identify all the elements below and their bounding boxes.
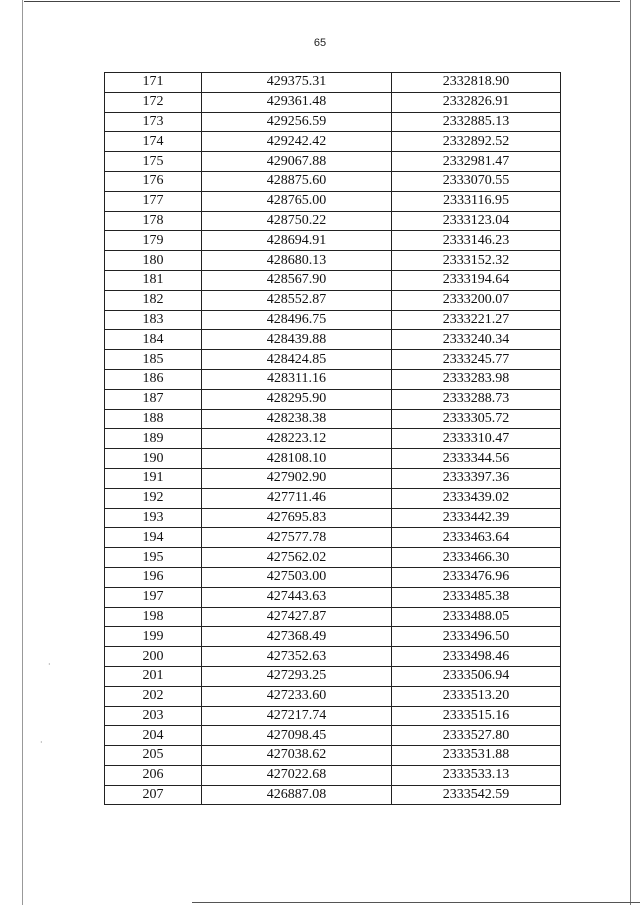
table-row: [105, 73, 561, 93]
table-row: [105, 785, 561, 805]
table-row: [105, 191, 561, 211]
y-coordinate-cell: 2333531.88: [392, 746, 561, 766]
table-row: [105, 350, 561, 370]
table-row: [105, 112, 561, 132]
x-coordinate-cell: 428765.00: [202, 191, 392, 211]
y-coordinate-cell: 2333397.36: [392, 468, 561, 488]
margin-dot: ·: [40, 738, 43, 747]
x-coordinate-cell: 428238.38: [202, 409, 392, 429]
table-row: [105, 251, 561, 271]
point-number-cell: 202: [105, 686, 202, 706]
x-coordinate-cell: 427562.02: [202, 548, 392, 568]
point-number-cell: 207: [105, 785, 202, 805]
y-coordinate-cell: 2333245.77: [392, 350, 561, 370]
table-row: [105, 607, 561, 627]
x-coordinate-cell: 428680.13: [202, 251, 392, 271]
y-coordinate-cell: 2333527.80: [392, 726, 561, 746]
table-row: [105, 528, 561, 548]
x-coordinate-cell: 427352.63: [202, 647, 392, 667]
point-number-cell: 179: [105, 231, 202, 251]
x-coordinate-cell: 428295.90: [202, 389, 392, 409]
y-coordinate-cell: 2333498.46: [392, 647, 561, 667]
margin-dot: ·: [48, 660, 51, 669]
point-number-cell: 183: [105, 310, 202, 330]
table-row: [105, 369, 561, 389]
y-coordinate-cell: 2333070.55: [392, 171, 561, 191]
x-coordinate-cell: 427022.68: [202, 765, 392, 785]
point-number-cell: 204: [105, 726, 202, 746]
point-number-cell: 191: [105, 468, 202, 488]
y-coordinate-cell: 2333200.07: [392, 290, 561, 310]
point-number-cell: 189: [105, 429, 202, 449]
table-row: [105, 706, 561, 726]
y-coordinate-cell: 2332981.47: [392, 152, 561, 172]
x-coordinate-cell: 428750.22: [202, 211, 392, 231]
x-coordinate-cell: 428552.87: [202, 290, 392, 310]
point-number-cell: 178: [105, 211, 202, 231]
point-number-cell: 190: [105, 449, 202, 469]
table-row: [105, 746, 561, 766]
y-coordinate-cell: 2333123.04: [392, 211, 561, 231]
y-coordinate-cell: 2333542.59: [392, 785, 561, 805]
table-row: [105, 468, 561, 488]
x-coordinate-cell: 429256.59: [202, 112, 392, 132]
table-row: [105, 567, 561, 587]
y-coordinate-cell: 2333240.34: [392, 330, 561, 350]
table-row: [105, 132, 561, 152]
point-number-cell: 173: [105, 112, 202, 132]
x-coordinate-cell: 428694.91: [202, 231, 392, 251]
table-row: [105, 666, 561, 686]
table-row: [105, 270, 561, 290]
y-coordinate-cell: 2332818.90: [392, 73, 561, 93]
point-number-cell: 203: [105, 706, 202, 726]
point-number-cell: 194: [105, 528, 202, 548]
table-row: [105, 330, 561, 350]
x-coordinate-cell: 429375.31: [202, 73, 392, 93]
x-coordinate-cell: 427711.46: [202, 488, 392, 508]
point-number-cell: 196: [105, 567, 202, 587]
x-coordinate-cell: 427098.45: [202, 726, 392, 746]
x-coordinate-cell: 429242.42: [202, 132, 392, 152]
y-coordinate-cell: 2333116.95: [392, 191, 561, 211]
x-coordinate-cell: 428311.16: [202, 369, 392, 389]
y-coordinate-cell: 2333466.30: [392, 548, 561, 568]
x-coordinate-cell: 429067.88: [202, 152, 392, 172]
y-coordinate-cell: 2333533.13: [392, 765, 561, 785]
point-number-cell: 199: [105, 627, 202, 647]
table-row: [105, 508, 561, 528]
x-coordinate-cell: 427217.74: [202, 706, 392, 726]
point-number-cell: 180: [105, 251, 202, 271]
x-coordinate-cell: 427293.25: [202, 666, 392, 686]
y-coordinate-cell: 2333439.02: [392, 488, 561, 508]
y-coordinate-cell: 2333513.20: [392, 686, 561, 706]
table-row: [105, 627, 561, 647]
y-coordinate-cell: 2332885.13: [392, 112, 561, 132]
y-coordinate-cell: 2333344.56: [392, 449, 561, 469]
table-row: [105, 449, 561, 469]
table-row: [105, 231, 561, 251]
y-coordinate-cell: 2333442.39: [392, 508, 561, 528]
page-number: 65: [313, 37, 327, 49]
x-coordinate-cell: 427902.90: [202, 468, 392, 488]
table-row: [105, 389, 561, 409]
point-number-cell: 187: [105, 389, 202, 409]
table-row: [105, 211, 561, 231]
y-coordinate-cell: 2333152.32: [392, 251, 561, 271]
point-number-cell: 195: [105, 548, 202, 568]
point-number-cell: 200: [105, 647, 202, 667]
table-row: [105, 310, 561, 330]
table-row: [105, 429, 561, 449]
x-coordinate-cell: 426887.08: [202, 785, 392, 805]
y-coordinate-cell: 2333488.05: [392, 607, 561, 627]
point-number-cell: 206: [105, 765, 202, 785]
point-number-cell: 182: [105, 290, 202, 310]
point-number-cell: 197: [105, 587, 202, 607]
x-coordinate-cell: 428567.90: [202, 270, 392, 290]
point-number-cell: 192: [105, 488, 202, 508]
table-row: [105, 765, 561, 785]
x-coordinate-cell: 427233.60: [202, 686, 392, 706]
table-row: [105, 587, 561, 607]
point-number-cell: 205: [105, 746, 202, 766]
point-number-cell: 184: [105, 330, 202, 350]
x-coordinate-cell: 428108.10: [202, 449, 392, 469]
x-coordinate-cell: 428875.60: [202, 171, 392, 191]
table-row: [105, 488, 561, 508]
point-number-cell: 175: [105, 152, 202, 172]
y-coordinate-cell: 2333496.50: [392, 627, 561, 647]
point-number-cell: 181: [105, 270, 202, 290]
point-number-cell: 171: [105, 73, 202, 93]
x-coordinate-cell: 427695.83: [202, 508, 392, 528]
y-coordinate-cell: 2332892.52: [392, 132, 561, 152]
point-number-cell: 172: [105, 92, 202, 112]
point-number-cell: 176: [105, 171, 202, 191]
scan-edge-top: [24, 1, 620, 2]
x-coordinate-cell: 427443.63: [202, 587, 392, 607]
x-coordinate-cell: 427577.78: [202, 528, 392, 548]
table-row: [105, 409, 561, 429]
point-number-cell: 188: [105, 409, 202, 429]
scan-edge-left: [22, 0, 23, 905]
table-row: [105, 686, 561, 706]
x-coordinate-cell: 427368.49: [202, 627, 392, 647]
y-coordinate-cell: 2333221.27: [392, 310, 561, 330]
coordinates-table-body: [105, 73, 561, 805]
y-coordinate-cell: 2333506.94: [392, 666, 561, 686]
x-coordinate-cell: 428439.88: [202, 330, 392, 350]
y-coordinate-cell: 2333283.98: [392, 369, 561, 389]
y-coordinate-cell: 2333476.96: [392, 567, 561, 587]
table-row: [105, 548, 561, 568]
y-coordinate-cell: 2333305.72: [392, 409, 561, 429]
table-row: [105, 290, 561, 310]
x-coordinate-cell: 428223.12: [202, 429, 392, 449]
y-coordinate-cell: 2333194.64: [392, 270, 561, 290]
point-number-cell: 185: [105, 350, 202, 370]
point-number-cell: 198: [105, 607, 202, 627]
y-coordinate-cell: 2333310.47: [392, 429, 561, 449]
y-coordinate-cell: 2333463.64: [392, 528, 561, 548]
coordinates-table: [104, 72, 561, 805]
y-coordinate-cell: 2332826.91: [392, 92, 561, 112]
y-coordinate-cell: 2333146.23: [392, 231, 561, 251]
x-coordinate-cell: 427503.00: [202, 567, 392, 587]
table-row: [105, 171, 561, 191]
y-coordinate-cell: 2333485.38: [392, 587, 561, 607]
x-coordinate-cell: 427038.62: [202, 746, 392, 766]
scan-edge-right: [630, 0, 631, 905]
table-row: [105, 647, 561, 667]
x-coordinate-cell: 428496.75: [202, 310, 392, 330]
table-row: [105, 92, 561, 112]
x-coordinate-cell: 429361.48: [202, 92, 392, 112]
table-row: [105, 726, 561, 746]
x-coordinate-cell: 427427.87: [202, 607, 392, 627]
y-coordinate-cell: 2333515.16: [392, 706, 561, 726]
table-row: [105, 152, 561, 172]
point-number-cell: 186: [105, 369, 202, 389]
point-number-cell: 193: [105, 508, 202, 528]
scan-edge-bottom: [192, 902, 640, 903]
y-coordinate-cell: 2333288.73: [392, 389, 561, 409]
point-number-cell: 174: [105, 132, 202, 152]
point-number-cell: 201: [105, 666, 202, 686]
x-coordinate-cell: 428424.85: [202, 350, 392, 370]
point-number-cell: 177: [105, 191, 202, 211]
